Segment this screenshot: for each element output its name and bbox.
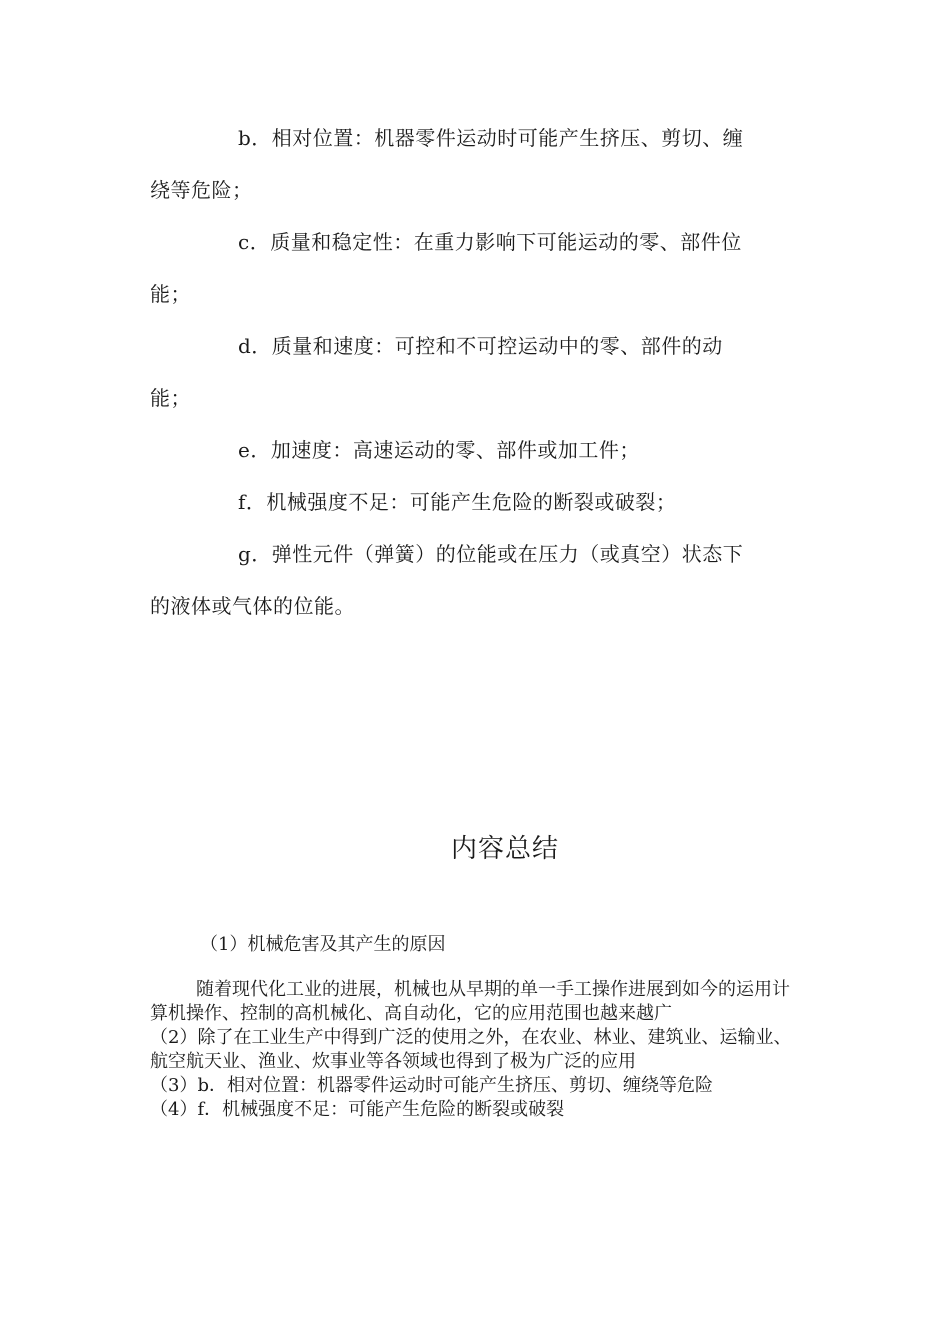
- summary-body: [150, 978, 800, 1122]
- summary-paragraph-1: 随着现代化工业的进展，机械也从早期的单一手工操作进展到如今的运用计算机操作、控制的高机械化、高自动化，它的应用范围也越来越广: [150, 979, 790, 1024]
- hazard-item-c-line2: 能；: [150, 282, 191, 306]
- summary-heading: （1）机械危害及其产生的原因: [200, 934, 446, 955]
- hazard-item-d-line2: 能；: [150, 386, 191, 410]
- summary-title: 内容总结: [450, 834, 559, 864]
- hazard-item-b-line2: 绕等危险；: [150, 178, 253, 202]
- hazard-item-f: f．机械强度不足：可能产生危险的断裂或破裂；: [238, 490, 677, 514]
- hazard-item-d-line1: d．质量和速度：可控和不可控运动中的零、部件的动: [238, 334, 723, 358]
- summary-paragraph-4: （4）f．机械强度不足：可能产生危险的断裂或破裂: [150, 1099, 565, 1120]
- hazard-item-g-line1: g．弹性元件（弹簧）的位能或在压力（或真空）状态下: [238, 542, 744, 566]
- summary-paragraph-3: （3）b．相对位置：机器零件运动时可能产生挤压、剪切、缠绕等危险: [150, 1075, 713, 1096]
- hazard-list: [150, 112, 800, 632]
- hazard-item-b-line1: b．相对位置：机器零件运动时可能产生挤压、剪切、缠: [238, 126, 744, 150]
- hazard-item-e: e．加速度：高速运动的零、部件或加工件；: [238, 438, 640, 462]
- summary-paragraph-2: （2）除了在工业生产中得到广泛的使用之外，在农业、林业、建筑业、运输业、航空航天业、渔业、炊事业等各领域也得到了极为广泛的应用: [150, 1027, 792, 1072]
- hazard-item-g-line2: 的液体或气体的位能。: [150, 594, 355, 618]
- hazard-item-c-line1: c．质量和稳定性：在重力影响下可能运动的零、部件位: [238, 230, 742, 254]
